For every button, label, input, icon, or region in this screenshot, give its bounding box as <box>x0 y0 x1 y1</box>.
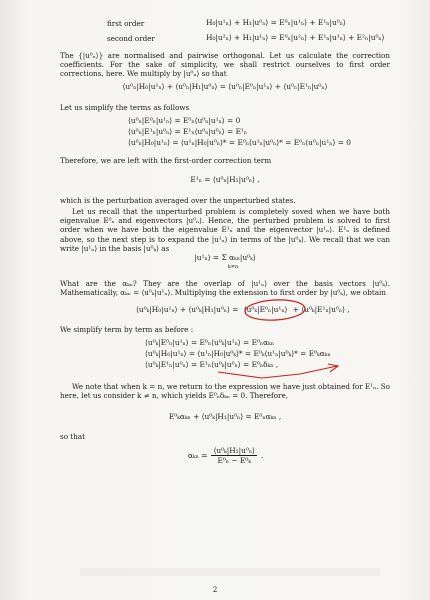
equation-4-right: + ⟨u⁰ₖ|E¹ₙ|u⁰ₙ⟩ , <box>292 305 350 314</box>
paragraph-2: Let us simplify the terms as follows <box>60 103 190 112</box>
equation-6-denominator: E⁰ₙ − E⁰ₖ <box>217 456 251 465</box>
second-order-label: second order <box>107 34 155 43</box>
paragraph-3: Therefore, we are left with the first-order correction term <box>60 156 272 165</box>
simplify-1-line-2: ⟨u⁰ₙ|E¹ₙ|u⁰ₙ⟩ = E¹ₙ⟨u⁰ₙ|u⁰ₙ⟩ = E¹ₙ <box>128 127 248 136</box>
first-order-label: first order <box>107 19 145 28</box>
equation-3-subscript: k≠n <box>227 264 239 270</box>
paragraph-6: What are the αₖₙ? They are the overlap of |u¹ₙ⟩ over the basis vectors |u⁰ₖ⟩. Mathematically, αₖₙ = ⟨u⁰ₖ|u¹ₙ⟩. Multiplying the extension to first order by |u⁰ₖ⟩, we obtain <box>60 279 390 298</box>
simplify-1-line-1: ⟨u⁰ₙ|E⁰ₙ|u¹ₙ⟩ = E⁰ₙ⟨u⁰ₙ|u¹ₙ⟩ = 0 <box>128 116 241 125</box>
red-underline-annotation <box>218 366 337 378</box>
page-number: 2 <box>212 585 218 594</box>
equation-6-numerator: ⟨u⁰ₖ|H₁|u⁰ₙ⟩ <box>213 446 255 455</box>
second-order-equation: H₀|u²ₙ⟩ + H₁|u¹ₙ⟩ = E⁰ₙ|u²ₙ⟩ + E¹ₙ|u¹ₙ⟩ + E²ₙ|u⁰ₙ⟩ <box>206 33 385 42</box>
equation-1: ⟨u⁰ₙ|H₀|u¹ₙ⟩ + ⟨u⁰ₙ|H₁|u⁰ₙ⟩ = ⟨u⁰ₙ|E⁰ₙ|u¹ₙ⟩ + ⟨u⁰ₙ|E¹ₙ|u⁰ₙ⟩ <box>122 82 328 91</box>
paragraph-8: We note that when k = n, we return to the expression we have just obtained for E¹ₙ. So here, let us consider k ≠ n, which yields E⁰ₙδₖₙ = 0. Therefore, <box>60 382 390 401</box>
equation-6-tail: . <box>260 451 264 460</box>
simplify-2-line-1: ⟨u⁰ₖ|E⁰ₙ|u¹ₙ⟩ = E⁰ₙ⟨u⁰ₖ|u¹ₙ⟩ = E⁰ₙαₖₙ <box>145 338 275 347</box>
simplify-2-line-2: ⟨u⁰ₖ|H₀|u¹ₙ⟩ = ⟨u¹ₙ|H₀|u⁰ₖ⟩* = E⁰ₖ⟨u¹ₙ|u⁰ₖ⟩* = E⁰ₖαₖₙ <box>145 349 331 358</box>
paragraph-7: We simplify term by term as before : <box>60 325 194 334</box>
equation-3: |u¹ₙ⟩ = Σ αₖₙ|u⁰ₖ⟩ <box>194 253 256 262</box>
equation-4-circled-term: ⟨u⁰ₖ|E⁰ₙ|u¹ₙ⟩ <box>243 305 288 314</box>
paragraph-4: which is the perturbation averaged over the unperturbed states. <box>60 196 296 205</box>
equation-4-left: ⟨u⁰ₖ|H₀|u¹ₙ⟩ + ⟨u⁰ₖ|H₁|u⁰ₙ⟩ = <box>136 305 239 314</box>
paragraph-5: Let us recall that the unperturbed problem is completely soved when we have both eigenvalue E⁰ₙ and eigenvectors |u⁰ₙ⟩. Hence, the perturbed problem is solved to first order when we have both the eigenvalue E¹ₙ and the eigenvector |u¹ₙ⟩. E¹ₙ is defined above, so the next step is to expand the |u¹ₙ⟩ in terms of the |u⁰ₖ⟩. We recall that we can write |u¹ₙ⟩ in the basis |u⁰ₖ⟩ as <box>60 207 390 253</box>
first-order-equation: H₀|u¹ₙ⟩ + H₁|u⁰ₙ⟩ = E⁰ₙ|u¹ₙ⟩ + E¹ₙ|u⁰ₙ⟩ <box>206 18 346 27</box>
scan-shadow <box>80 568 380 576</box>
simplify-2-line-3: ⟨u⁰ₖ|E¹ₙ|u⁰ₙ⟩ = E¹ₙ⟨u⁰ₖ|u⁰ₙ⟩ = E⁰ₙδₖₙ , <box>145 360 279 369</box>
equation-2: E¹ₙ = ⟨u⁰ₙ|H₁|u⁰ₙ⟩ , <box>190 175 260 184</box>
equation-5: E⁰ₖαₖₙ + ⟨u⁰ₖ|H₁|u⁰ₙ⟩ = E⁰ₙαₖₙ , <box>168 412 282 421</box>
paragraph-1: The {|u⁰ₙ⟩} are normalised and pairwise orthogonal. Let us calculate the correction coefficients. For the sake of simplicity, we shall restrict ourselves to first order corrections, here. We multiply by |u⁰ₙ⟩ so that <box>60 51 390 79</box>
paragraph-9: so that <box>60 432 85 441</box>
simplify-1-line-3: ⟨u⁰ₙ|H₀|u¹ₙ⟩ = ⟨u¹ₙ|H₀|u⁰ₙ⟩* = E⁰ₙ⟨u¹ₙ|u⁰ₙ⟩* = E⁰ₙ⟨u⁰ₙ|u¹ₙ⟩ = 0 <box>128 138 351 147</box>
red-circle-annotation <box>245 298 306 321</box>
equation-6-lhs: αₖₙ = <box>188 451 208 460</box>
